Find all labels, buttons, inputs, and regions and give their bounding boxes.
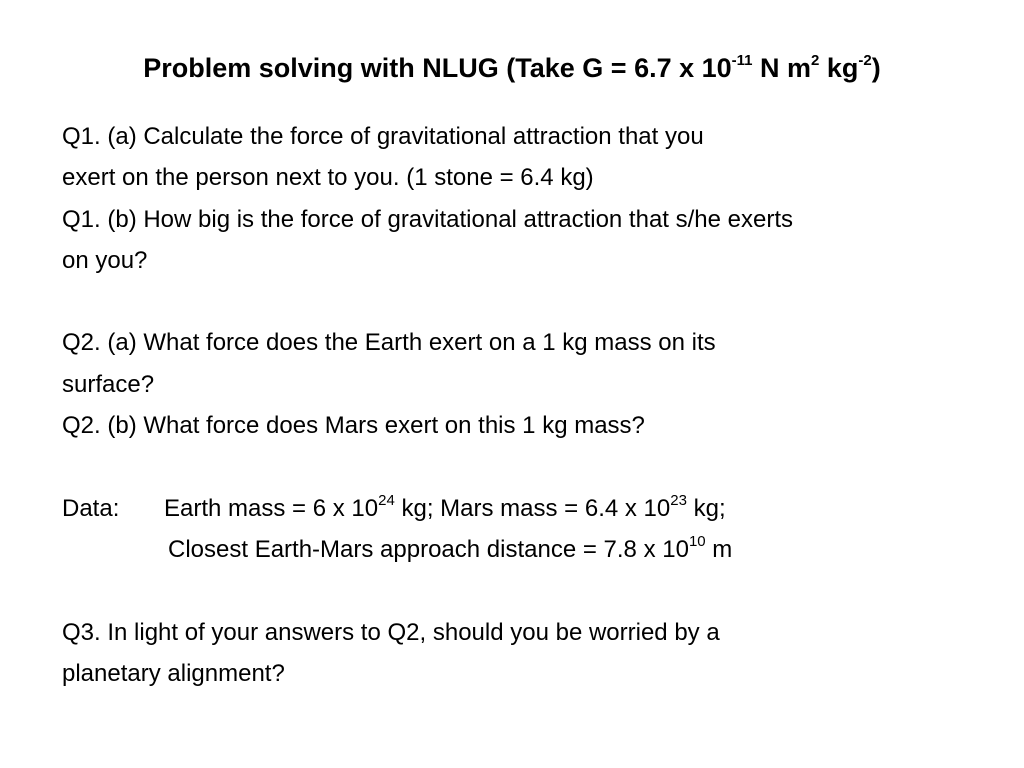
slide-body: [62, 116, 992, 694]
blank-line: [62, 570, 992, 611]
q2a-line-2: surface?: [62, 370, 155, 398]
title-units-nm: N m: [752, 53, 812, 83]
blank-line: [62, 281, 992, 322]
q1b-line-1: Q1. (b) How big is the force of gravitational attraction that s/he exerts: [62, 205, 794, 233]
title-text: Problem solving with NLUG (Take G = 6.7 x 10: [143, 53, 732, 83]
data-label: Data:: [62, 494, 120, 522]
title-kg-exponent: -2: [858, 52, 872, 69]
q2a-line-1: Q2. (a) What force does the Earth exert on a 1 kg mass on its: [62, 329, 716, 357]
blank-line: [62, 446, 992, 487]
data-line-1: [62, 488, 992, 529]
slide-title: [0, 50, 1024, 86]
q3-line-2: planetary alignment?: [62, 659, 285, 687]
data-line-2: [62, 529, 992, 570]
earth-mass-text: Earth mass = 6 x 10: [164, 494, 379, 522]
q1b-line-2: on you?: [62, 246, 148, 274]
title-m-exponent: 2: [811, 52, 820, 69]
q1a-line-1: Q1. (a) Calculate the force of gravitational attraction that you: [62, 123, 704, 150]
title-units-kg: kg: [819, 53, 859, 83]
mars-mass-unit: kg;: [686, 494, 726, 522]
mars-mass-text: kg; Mars mass = 6.4 x 10: [394, 494, 671, 522]
q2b-line-1: Q2. (b) What force does Mars exert on this 1 kg mass?: [62, 412, 645, 440]
distance-exponent: 10: [688, 532, 706, 550]
earth-mass-exponent: 24: [378, 491, 395, 509]
title-g-exponent: -11: [731, 52, 753, 69]
q1a-line-2: exert on the person next to you. (1 stone = 6.4 kg): [62, 164, 594, 192]
mars-mass-exponent: 23: [670, 491, 687, 509]
distance-text: Closest Earth-Mars approach distance = 7.8 x 10: [168, 535, 689, 563]
title-close-paren: ): [871, 53, 881, 83]
distance-unit: m: [705, 535, 733, 563]
q3-line-1: Q3. In light of your answers to Q2, should you be worried by a: [62, 618, 720, 646]
